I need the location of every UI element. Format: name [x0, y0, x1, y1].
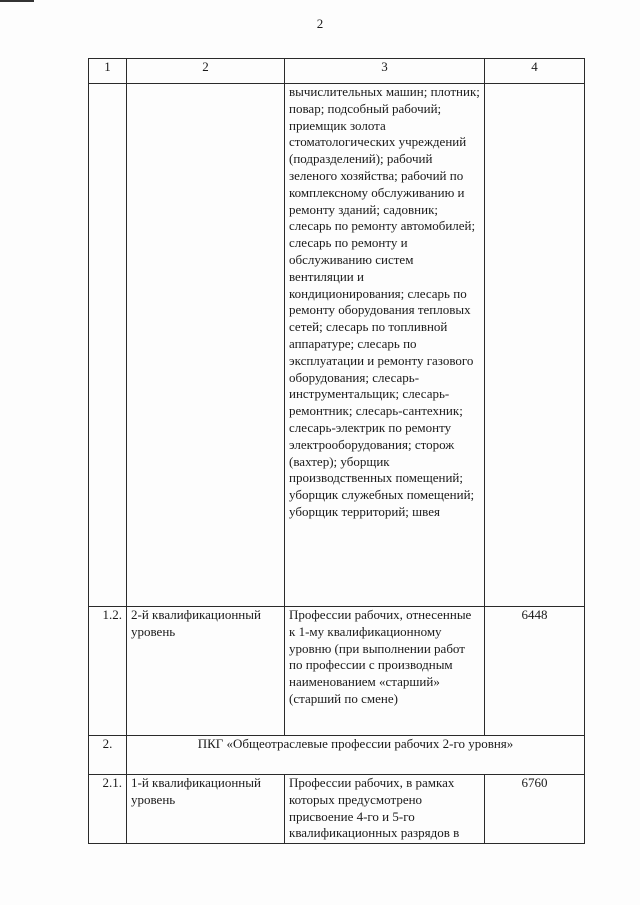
header-col-3: 3 — [285, 59, 485, 84]
qualification-level — [127, 84, 285, 607]
row-number: 2. — [89, 736, 127, 775]
table-header-row — [89, 59, 585, 84]
row-number — [89, 84, 127, 607]
page-number: 2 — [316, 16, 324, 31]
table-row — [89, 775, 585, 844]
table-row — [89, 607, 585, 736]
corner-line — [0, 0, 34, 2]
header-col-4: 4 — [485, 59, 585, 84]
salary-value: 6760 — [485, 775, 585, 844]
group-title: ПКГ «Общеотраслевые профессии рабочих 2-го уровня» — [127, 736, 585, 775]
header-col-1: 1 — [89, 59, 127, 84]
qualification-level: 1-й квалификационный уровень — [127, 775, 285, 844]
row-number: 2.1. — [89, 775, 127, 844]
professions-list: Профессии рабочих, отнесенные к 1-му квалификационному уровню (при выполнении работ по профессии с производным наименованием «старший» (старший по смене) — [285, 607, 485, 736]
salary-value — [485, 84, 585, 607]
professions-list: Профессии рабочих, в рамках которых предусмотрено присвоение 4-го и 5-го квалификационных разрядов в — [285, 775, 485, 844]
group-row — [89, 736, 585, 775]
qualification-level: 2-й квалификационный уровень — [127, 607, 285, 736]
qualification-table — [88, 58, 585, 844]
salary-value: 6448 — [485, 607, 585, 736]
row-number: 1.2. — [89, 607, 127, 736]
table-row — [89, 84, 585, 607]
header-col-2: 2 — [127, 59, 285, 84]
professions-list: вычислительных машин; плотник; повар; подсобный рабочий; приемщик золота стоматологических учреждений (подразделений); рабочий зеленого хозяйства; рабочий по комплексному обслуживанию и ремонту зданий; садовник; слесарь по ремонту автомобилей; слесарь по ремонту и обслуживанию систем вентиляции и кондиционирования; слесарь по ремонту оборудования тепловых сетей; слесарь по топливной аппаратуре; слесарь по эксплуатации и ремонту газового оборудования; слесарь-инструментальщик; слесарь-ремонтник; слесарь-сантехник; слесарь-электрик по ремонту электрооборудования; сторож (вахтер); уборщик производственных помещений; уборщик служебных помещений; уборщик территорий; швея — [285, 84, 485, 607]
